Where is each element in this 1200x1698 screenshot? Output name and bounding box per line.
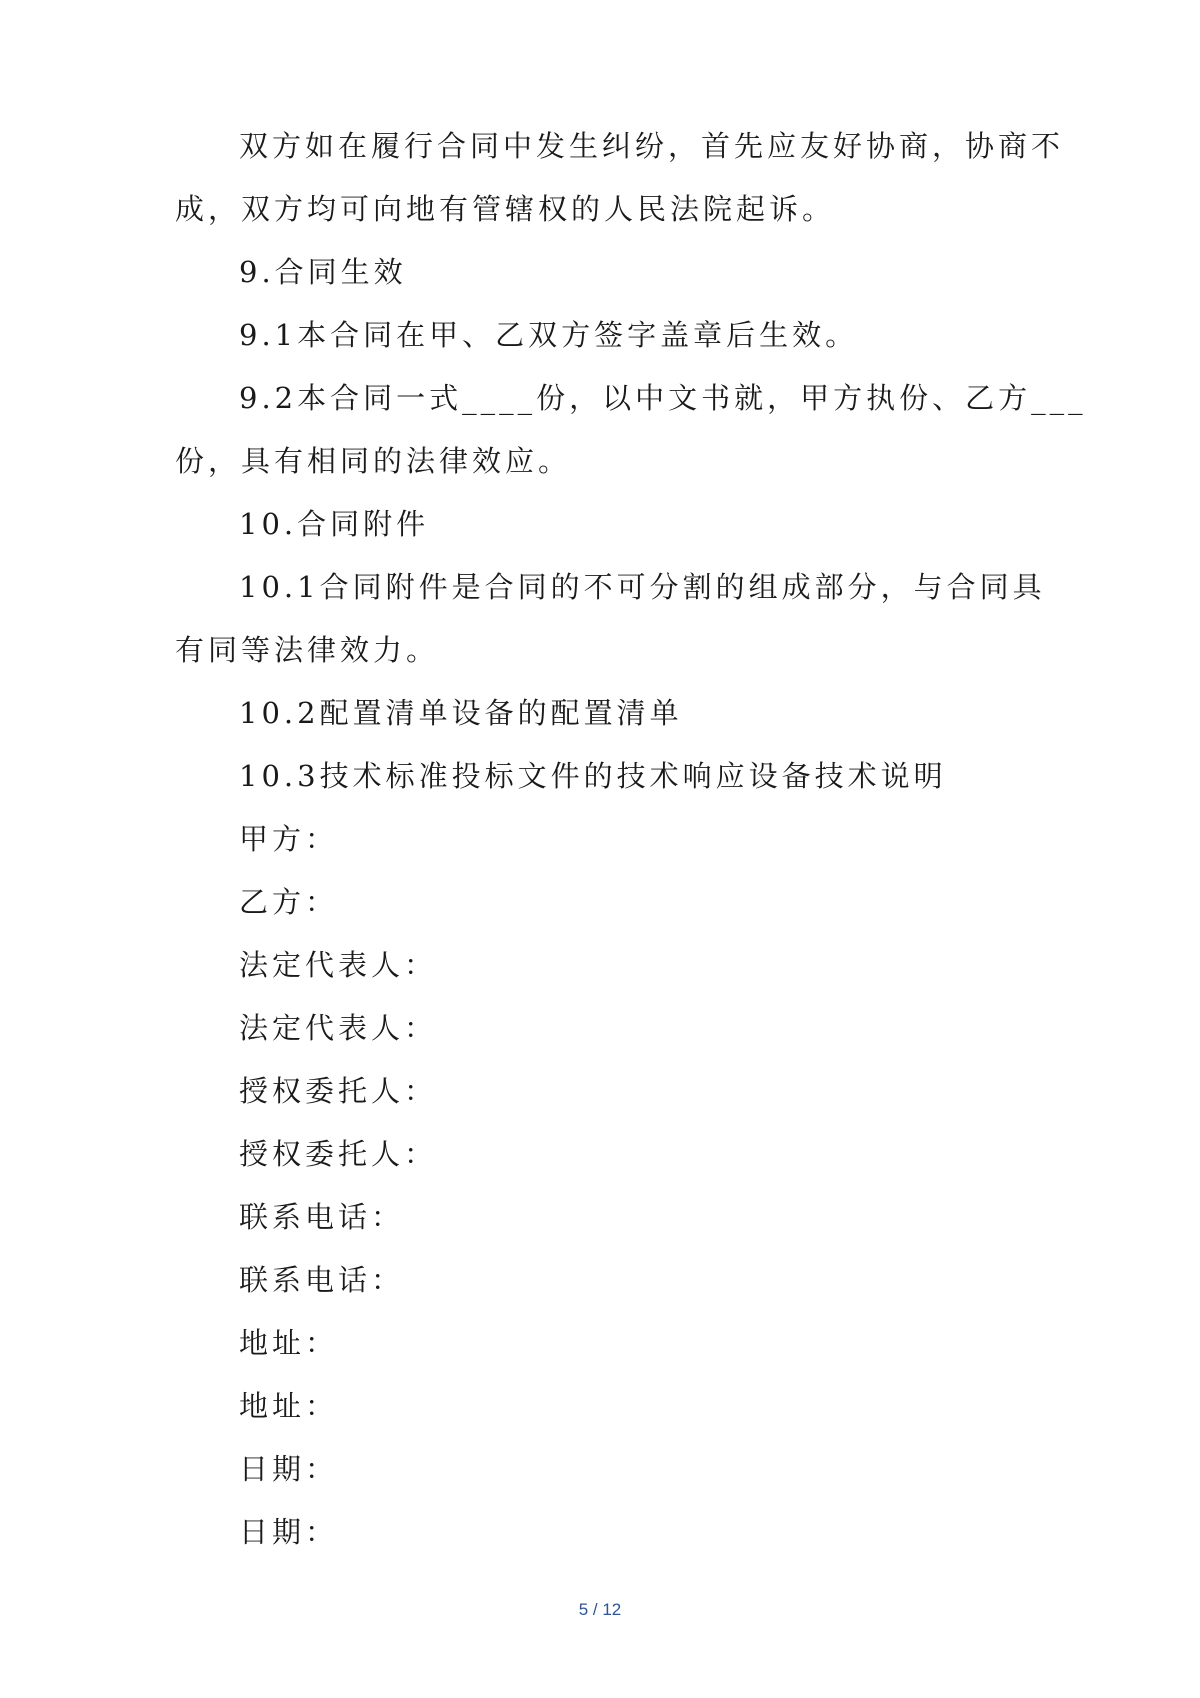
signature-party-a: 甲方： — [239, 822, 339, 856]
signature-phone-a: 联系电话： — [239, 1200, 405, 1234]
document-body — [175, 115, 1087, 1564]
signature-phone-b: 联系电话： — [239, 1263, 405, 1297]
section-heading-contract-effect: 9.合同生效 — [239, 255, 407, 289]
signature-legal-rep-a: 法定代表人： — [239, 948, 438, 982]
clause-9-2-line-2: 份，具有相同的法律效应。 — [175, 444, 572, 478]
signature-legal-rep-b: 法定代表人： — [239, 1011, 438, 1045]
clause-10-1-line-2: 有同等法律效力。 — [175, 633, 440, 667]
signature-authorized-agent-b: 授权委托人： — [239, 1137, 438, 1171]
signature-date-b: 日期： — [239, 1515, 339, 1549]
clause-10-1-line-1: 10.1合同附件是合同的不可分割的组成部分，与合同具 — [239, 570, 1046, 604]
signature-party-b: 乙方： — [239, 885, 339, 919]
signature-address-b: 地址： — [239, 1389, 339, 1423]
section-heading-contract-attachments: 10.合同附件 — [239, 507, 430, 541]
clause-9-2-line-1: 9.2本合同一式____份，以中文书就，甲方执份、乙方___ — [239, 381, 1087, 415]
page-number: 5 / 12 — [578, 1600, 622, 1619]
signature-authorized-agent-a: 授权委托人： — [239, 1074, 438, 1108]
clause-10-3: 10.3技术标准投标文件的技术响应设备技术说明 — [239, 759, 947, 793]
paragraph-dispute-line-2: 成，双方均可向地有管辖权的人民法院起诉。 — [175, 192, 836, 226]
clause-10-2: 10.2配置清单设备的配置清单 — [239, 696, 683, 730]
clause-9-1: 9.1本合同在甲、乙双方签字盖章后生效。 — [239, 318, 859, 352]
signature-date-a: 日期： — [239, 1452, 339, 1486]
signature-address-a: 地址： — [239, 1326, 339, 1360]
paragraph-dispute-line-1: 双方如在履行合同中发生纠纷，首先应友好协商，协商不 — [239, 129, 1065, 163]
